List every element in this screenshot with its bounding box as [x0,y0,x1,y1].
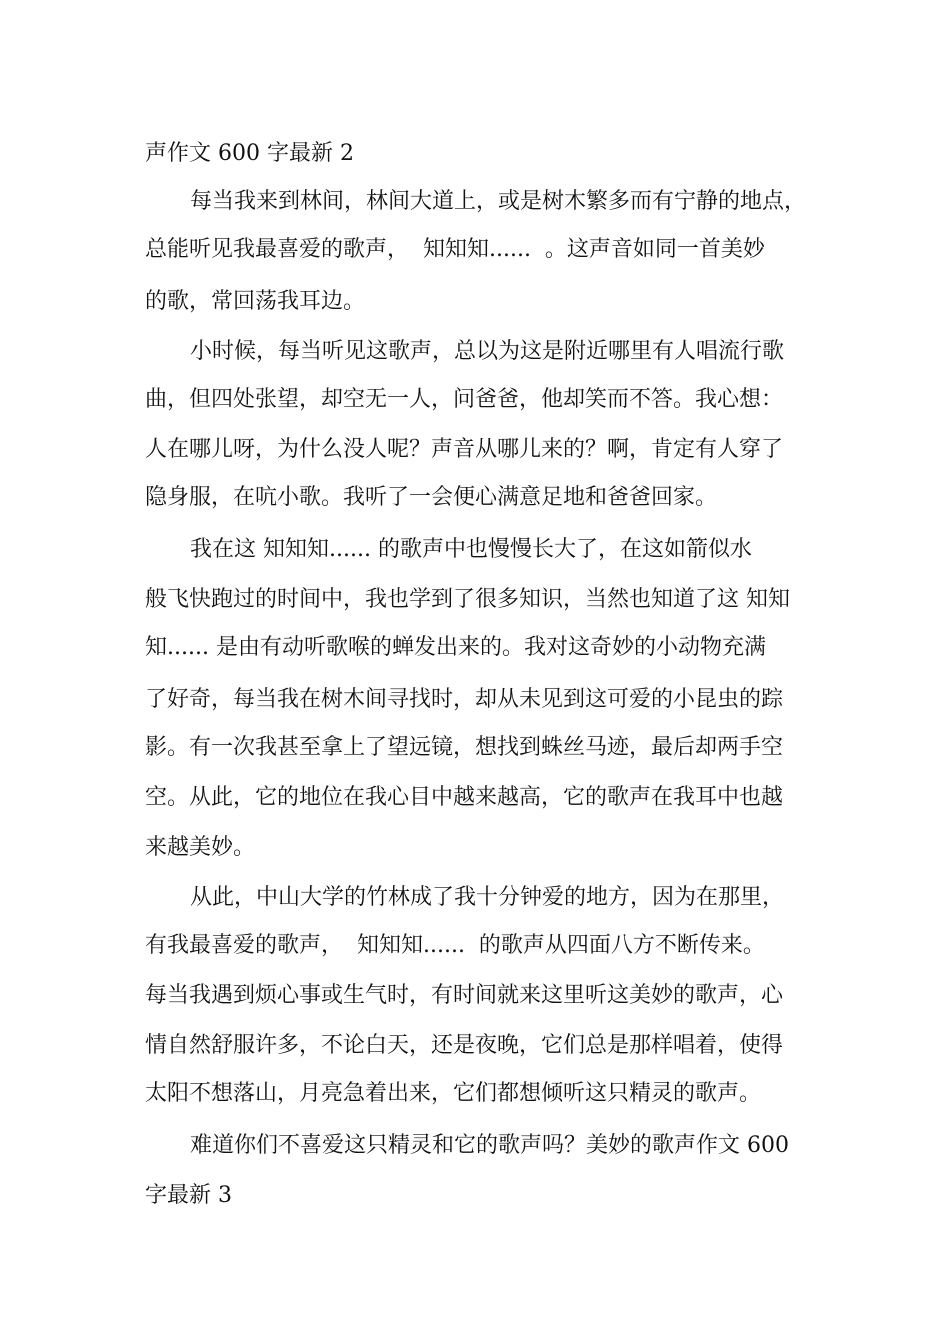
paragraph-4-line-3: 每当我遇到烦心事或生气时，有时间就来这里听这美妙的歌声，心 [145,983,784,1008]
section-heading-line: 声作文 600 字最新 2 [145,141,354,166]
paragraph-3-line-6: 空。从此，它的地位在我心目中越来越高，它的歌声在我耳中也越 [145,785,784,810]
paragraph-3-line-2: 般飞快跑过的时间中，我也学到了很多知识，当然也知道了这 知知 [145,587,790,612]
paragraph-2-line-2: 曲，但四处张望，却空无一人，问爸爸，他却笑而不答。我心想： [145,387,784,412]
paragraph-1-line-1: 每当我来到林间，林间大道上，或是树木繁多而有宁静的地点， [190,189,807,214]
paragraph-5-line-2: 字最新 3 [145,1183,232,1208]
paragraph-3-line-4: 了好奇，每当我在树木间寻找时，却从未见到这可爱的小昆虫的踪 [145,687,784,712]
paragraph-5-line-1: 难道你们不喜爱这只精灵和它的歌声吗？美妙的歌声作文 600 [190,1133,789,1158]
paragraph-4-line-5: 太阳不想落山，月亮急着出来，它们都想倾听这只精灵的歌声。 [145,1081,762,1106]
paragraph-3-line-1: 我在这 知知知...... 的歌声中也慢慢长大了，在这如箭似水 [190,537,752,562]
paragraph-1-line-3: 的歌，常回荡我耳边。 [145,289,366,314]
paragraph-2-line-3: 人在哪儿呀，为什么没人呢？声音从哪儿来的？啊，肯定有人穿了 [145,437,784,462]
paragraph-4-line-1: 从此，中山大学的竹林成了我十分钟爱的地方，因为在那里， [190,885,785,910]
paragraph-2-line-4: 隐身服，在吭小歌。我听了一会便心满意足地和爸爸回家。 [145,485,718,510]
paragraph-3-line-5: 影。有一次我甚至拿上了望远镜，想找到蛛丝马迹，最后却两手空 [145,735,784,760]
paragraph-1-line-2: 总能听见我最喜爱的歌声， 知知知...... 。这声音如同一首美妙 [145,237,765,262]
paragraph-3-line-7: 来越美妙。 [145,835,256,860]
paragraph-3-line-3: 知...... 是由有动听歌喉的蝉发出来的。我对这奇妙的小动物充满 [145,635,766,660]
paragraph-2-line-1: 小时候，每当听见这歌声，总以为这是附近哪里有人唱流行歌 [190,339,785,364]
paragraph-4-line-4: 情自然舒服许多，不论白天，还是夜晚，它们总是那样唱着，使得 [145,1033,784,1058]
paragraph-4-line-2: 有我最喜爱的歌声， 知知知...... 的歌声从四面八方不断传来。 [145,933,765,958]
